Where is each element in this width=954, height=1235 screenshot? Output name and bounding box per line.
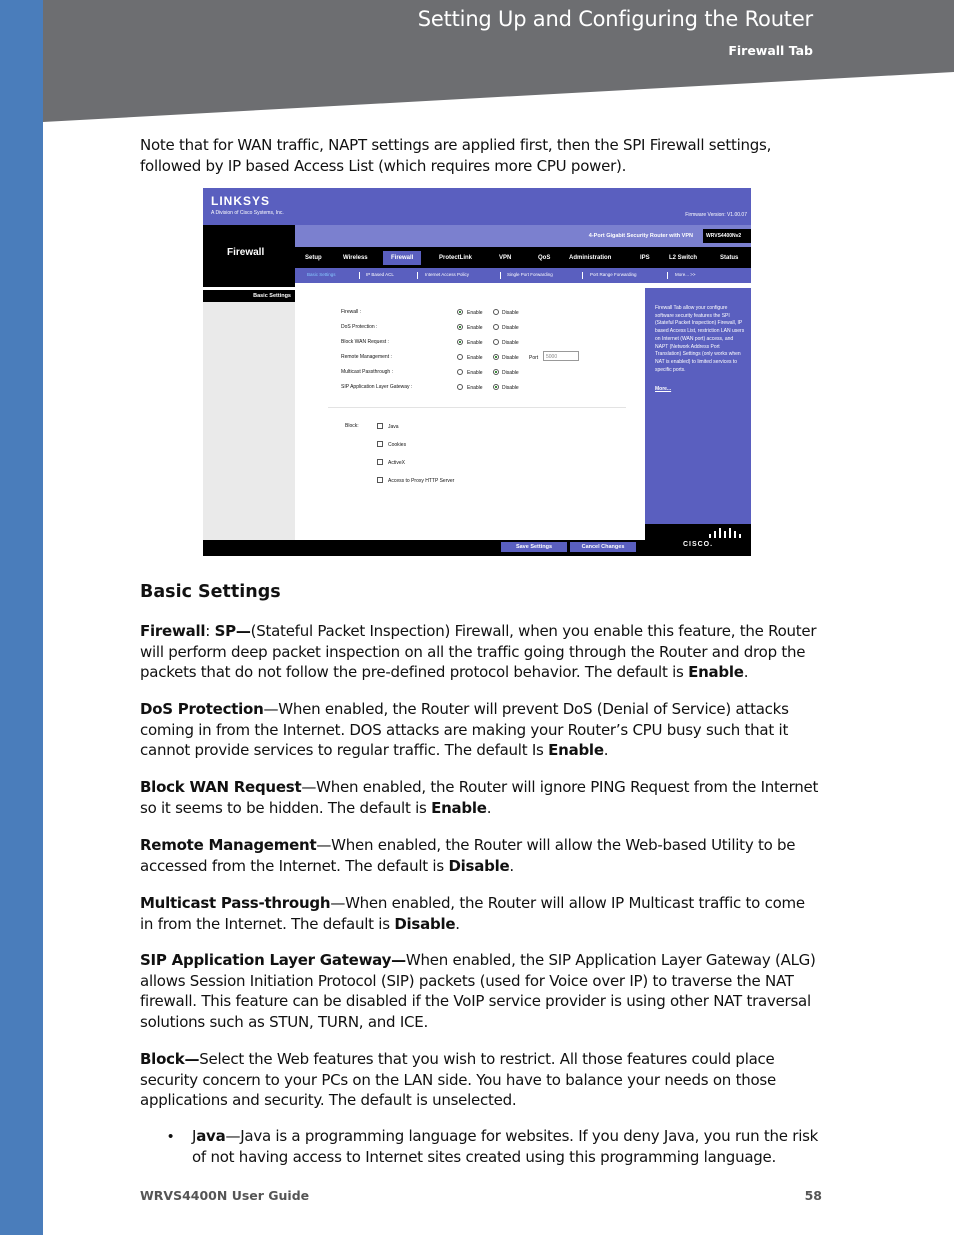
enable-label: Enable: [467, 385, 483, 391]
term-spi: SP—: [214, 622, 251, 640]
row-label-block-wan: Block WAN Request :: [341, 339, 389, 345]
main-tabs: [295, 247, 751, 268]
block-wan-disable-radio[interactable]: [493, 339, 499, 345]
remote-default: Disable: [448, 856, 510, 875]
proxy-checkbox[interactable]: [377, 477, 383, 483]
tab-wireless[interactable]: Wireless: [343, 255, 368, 261]
subtab-internet-access-policy[interactable]: Internet Access Policy: [425, 272, 470, 277]
term-firewall: Firewall: [140, 622, 206, 640]
subtab-basic-settings[interactable]: Basic Settings: [307, 272, 336, 277]
paragraph-remote: [140, 835, 820, 876]
row-label-dos-protection: DoS Protection :: [341, 324, 378, 330]
paragraph-sip: [140, 950, 820, 1032]
period: .: [509, 856, 514, 875]
section-heading: Basic Settings: [140, 582, 281, 602]
subtab-separator: [417, 272, 418, 279]
row-label-sip-alg: SIP Application Layer Gateway :: [341, 384, 413, 390]
multicast-enable-radio[interactable]: [457, 369, 463, 375]
left-column: [203, 290, 295, 554]
form-divider: [328, 407, 626, 408]
tab-l2-switch[interactable]: L2 Switch: [669, 255, 698, 261]
dos-default: Enable: [548, 741, 604, 759]
bullet-marker: •: [168, 1128, 174, 1145]
dos-text: —When enabled, the Router will prevent DoS (Denial of Service) attacks coming in from the Internet. DOS attacks are making your Router’s CPU busy such that it cannot provide services to regular traffic. The default Is: [140, 700, 789, 759]
disable-label: Disable: [502, 385, 519, 391]
dos-enable-radio[interactable]: [457, 324, 463, 330]
term-sip: SIP Application Layer Gateway—: [140, 951, 406, 969]
remote-disable-radio[interactable]: [493, 354, 499, 360]
cisco-bars-icon: [708, 528, 744, 540]
term-java-first: J: [192, 1127, 197, 1145]
firmware-version: Firmware Version: V1.00.07: [685, 212, 747, 218]
activex-label: ActiveX: [388, 460, 405, 466]
multicast-disable-radio[interactable]: [493, 369, 499, 375]
paragraph-java: [192, 1126, 822, 1167]
enable-label: Enable: [467, 325, 483, 331]
footer-guide-title: WRVS4400N User Guide: [140, 1188, 310, 1203]
period: .: [743, 663, 749, 681]
subtab-separator: [359, 272, 360, 279]
cisco-logo: CISCO.: [645, 524, 751, 556]
tab-ips[interactable]: IPS: [640, 255, 650, 261]
term-block: Block—: [140, 1050, 200, 1068]
remote-enable-radio[interactable]: [457, 354, 463, 360]
router-screenshot: [203, 188, 751, 556]
subtab-separator: [500, 272, 501, 279]
paragraph-multicast: [140, 893, 820, 934]
sip-disable-radio[interactable]: [493, 384, 499, 390]
enable-label: Enable: [467, 355, 483, 361]
block-wan-enable-radio[interactable]: [457, 339, 463, 345]
footer-page-number: 58: [804, 1188, 822, 1203]
doc-subtitle: Firewall Tab: [728, 43, 813, 58]
tab-vpn[interactable]: VPN: [499, 255, 512, 261]
help-more-link[interactable]: More...: [655, 386, 672, 393]
activex-checkbox[interactable]: [377, 459, 383, 465]
proxy-label: Access to Proxy HTTP Server: [388, 478, 455, 484]
term-block-wan: Block WAN Request: [140, 778, 302, 796]
section-block: [203, 225, 295, 287]
disable-label: Disable: [502, 370, 519, 376]
help-panel: [645, 288, 751, 524]
multicast-default: Disable: [394, 914, 456, 933]
term-dos: DoS Protection: [140, 700, 264, 718]
paragraph-dos: [140, 699, 820, 761]
sub-tabs: [295, 268, 751, 283]
disable-label: Disable: [502, 355, 519, 361]
block-wan-default: Enable: [431, 798, 487, 817]
enable-label: Enable: [467, 310, 483, 316]
period: .: [486, 798, 492, 817]
java-text: —Java is a programming language for websites. If you deny Java, you run the risk of not having access to Internet sites created using this programming language.: [192, 1127, 819, 1166]
help-text: Firewall Tab allow your configure software security features the SPI (Stateful Packet Inspection) Firewall, IP based Access List, restriction LAN users on Internet (WAN port) access, and NAPT (Network Address Port Translation) Settings (only works when NAT is enabled) to limited services to specific ports.: [655, 305, 745, 373]
tab-setup[interactable]: Setup: [305, 255, 322, 261]
paragraph-block-wan: [140, 777, 820, 818]
left-section-label: Basic Settings: [203, 290, 295, 302]
tab-qos[interactable]: QoS: [538, 255, 551, 261]
subtab-more[interactable]: More... >>: [675, 272, 696, 277]
period: .: [603, 741, 609, 759]
remote-text: —When enabled, the Router will allow the Web-based Utility to be accessed from the Internet. The default is: [140, 836, 796, 875]
subtab-port-range-forwarding[interactable]: Port Range Forwarding: [590, 272, 637, 277]
subtab-separator: [667, 272, 668, 279]
linksys-logo: LINKSYS: [211, 194, 271, 208]
sip-text: When enabled, the SIP Application Layer Gateway (ALG) allows Session Initiation Protocol (SIP) packets (used for Voice over IP) to traverse the NAT firewall. This feature can be disabled if the VoIP service provider is using other NAT traversal solutions such as STUN, TURN, and ICE.: [140, 951, 816, 1031]
subtab-ip-based-acl[interactable]: IP Based ACL: [366, 272, 394, 277]
model-badge: WRVS4400Nv2: [703, 229, 751, 243]
block-wan-text: —When enabled, the Router will ignore PING Request from the Internet so it seems to be hidden. The default is: [140, 778, 819, 817]
cancel-changes-button[interactable]: Cancel Changes: [570, 542, 636, 552]
doc-title: Setting Up and Configuring the Router: [417, 7, 813, 31]
tab-status[interactable]: Status: [720, 255, 739, 261]
tab-protectlink[interactable]: ProtectLink: [439, 255, 473, 261]
java-label: Java: [388, 424, 399, 430]
firewall-disable-radio[interactable]: [493, 309, 499, 315]
enable-label: Enable: [467, 370, 483, 376]
term-multicast: Multicast Pass-through: [140, 894, 331, 912]
term-remote: Remote Management: [140, 836, 317, 854]
product-bar: [295, 225, 751, 247]
disable-label: Disable: [502, 310, 519, 316]
cookies-label: Cookies: [388, 442, 407, 448]
disable-label: Disable: [502, 340, 519, 346]
multicast-text: —When enabled, the Router will allow IP Multicast traffic to come in from the Internet. The default is: [140, 894, 805, 933]
save-settings-button[interactable]: Save Settings: [501, 542, 567, 552]
block-text: Select the Web features that you wish to restrict. All those features could place security concern to your PCs on the LAN side. You have to balance your needs on those applications and security. The default is unselected.: [140, 1050, 776, 1109]
subtab-single-port-forwarding[interactable]: Single Port Forwarding: [507, 272, 553, 277]
cookies-checkbox[interactable]: [377, 441, 383, 447]
tab-firewall[interactable]: Firewall: [383, 251, 421, 265]
intro-paragraph: Note that for WAN traffic, NAPT settings are applied first, then the SPI Firewall settings, followed by IP based Access List (which requires more CPU power).: [140, 136, 772, 175]
enable-label: Enable: [467, 340, 483, 346]
firewall-enable-radio[interactable]: [457, 309, 463, 315]
firewall-default: Enable: [688, 663, 744, 681]
firewall-text: (Stateful Packet Inspection) Firewall, when you enable this feature, the Router will perform deep packet inspection on all the traffic going through the Router and drop the packets that do not follow the pre-defined protocol behavior. The default is: [140, 622, 817, 681]
logo-subtitle: A Division of Cisco Systems, Inc.: [211, 210, 284, 216]
term-separator: :: [205, 622, 215, 640]
sip-enable-radio[interactable]: [457, 384, 463, 390]
row-label-multicast: Multicast Passthrough :: [341, 369, 393, 375]
page-header: [43, 0, 954, 122]
paragraph-block: [140, 1049, 820, 1111]
port-input[interactable]: 5000: [543, 351, 579, 361]
term-java-rest: ava: [196, 1127, 226, 1145]
section-label: Firewall: [227, 247, 265, 258]
product-name: 4-Port Gigabit Security Router with VPN: [588, 233, 693, 239]
block-label: Block:: [345, 423, 359, 429]
row-label-firewall: Firewall :: [341, 309, 362, 315]
subtab-separator: [582, 272, 583, 279]
tab-administration[interactable]: Administration: [569, 255, 612, 261]
disable-label: Disable: [502, 325, 519, 331]
dos-disable-radio[interactable]: [493, 324, 499, 330]
period: .: [455, 914, 460, 933]
router-top-bar: [203, 188, 751, 225]
java-checkbox[interactable]: [377, 423, 383, 429]
left-color-bar: [0, 0, 43, 1235]
paragraph-firewall: [140, 621, 820, 683]
row-label-remote-management: Remote Management :: [341, 354, 392, 360]
port-label: Port: [529, 355, 539, 361]
